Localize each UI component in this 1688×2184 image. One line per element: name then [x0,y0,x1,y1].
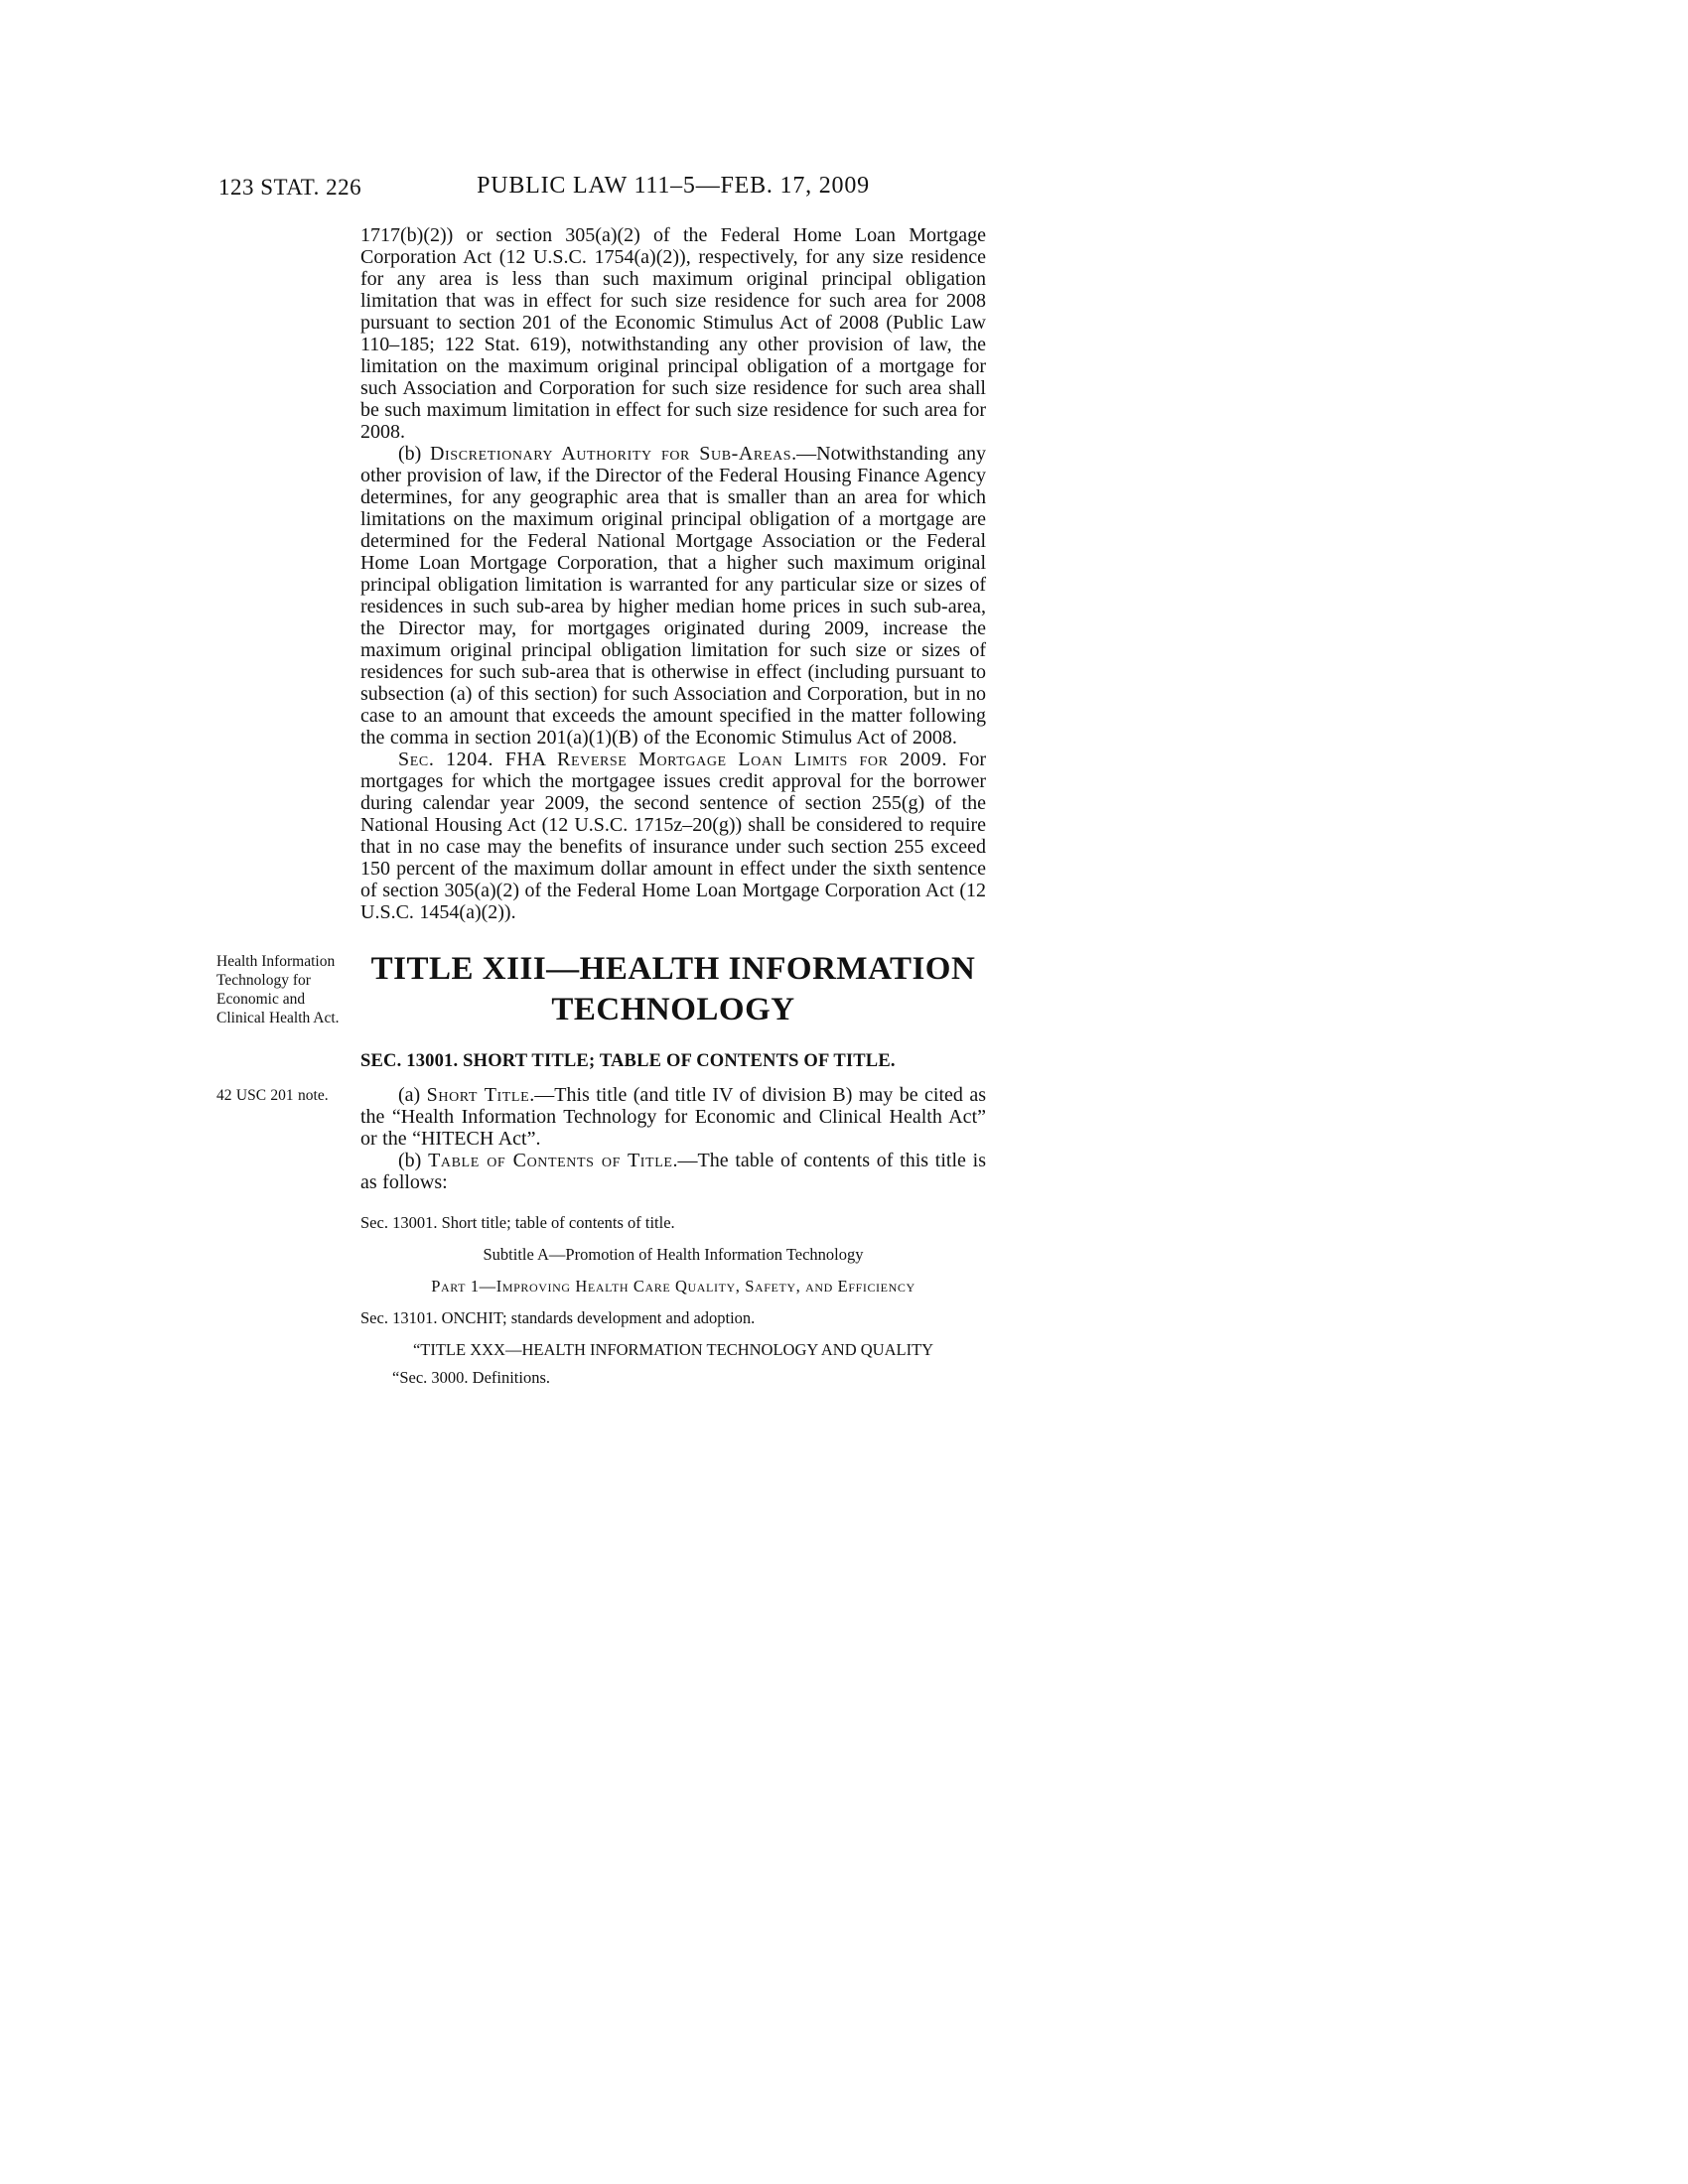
paragraph-subsection-b2 [360,1150,986,1193]
sec-1204-text: For mortgages for which the mortgagee issues credit approval for the borrower during calendar year 2009, the second sentence of section 255(g) of the National Housing Act (12 U.S.C. 1715z–20(g)) shall be considered to require that in no case may the benefits of insurance under such section 255 exceed 150 percent of the maximum dollar amount in effect under the sixth sentence of section 305(a)(2) of the Federal Home Loan Mortgage Corporation Act (12 U.S.C. 1454(a)(2)). [360,749,986,923]
margin-note-act-title: Health Information Technology for Economic and Clinical Health Act. [216,953,340,1026]
paragraph-subsection-a [216,1084,987,1150]
toc-part-1-heading: Part 1—Improving Health Care Quality, Safety, and Efficiency [431,1277,915,1296]
title-xiii-heading [216,949,986,1030]
public-law-header: PUBLIC LAW 111–5—FEB. 17, 2009 [477,173,870,199]
body-text-column [216,224,987,1396]
subsection-b2-heading: Table of Contents of Title [428,1150,673,1171]
subsection-b-label: (b) [398,443,430,465]
toc-subtitle-a-heading: Subtitle A—Promotion of Health Information Technology [483,1245,864,1264]
subsection-b-heading: Discretionary Authority for Sub-Areas [430,443,792,465]
toc-entry-sec-13101: Sec. 13101. ONCHIT; standards development and adoption. [360,1308,756,1327]
toc-title-xxx-heading: “TITLE XXX—HEALTH INFORMATION TECHNOLOGY AND QUALITY [412,1340,934,1359]
paragraph-sec-1204 [360,749,986,923]
title-heading-line-1: TITLE XIII—HEALTH INFORMATION [370,951,976,987]
sec-1204-heading: Sec. 1204. FHA Reverse Mortgage Loan Limits for 2009. [398,749,948,770]
subsection-a-label: (a) [398,1084,427,1106]
toc-entry-sec-13001: Sec. 13001. Short title; table of contents of title. [360,1213,675,1232]
subsection-b2-label: (b) [398,1150,429,1171]
subsection-a-heading: Short Title [426,1084,530,1106]
subsection-b2-text: .—The table of contents of this title is as follows: [360,1150,987,1193]
toc-entry-sec-3000: “Sec. 3000. Definitions. [392,1368,551,1387]
title-heading-line-2: TECHNOLOGY [551,992,795,1027]
margin-note-usc: 42 USC 201 note. [216,1087,329,1104]
subsection-b-text: .—Notwithstanding any other provision of law, if the Director of the Federal Housing Finance Agency determines, for any geographic area that is smaller than an area for which limitations on the maximum original principal obligation of a mortgage are determined for the Federal National Mortgage Association or the Federal Home Loan Mortgage Corporation, that a higher such maximum original principal obligation limitation is warranted for any particular size or sizes of residences in such sub-area by higher median home prices in such sub-area, the Director may, for mortgages originated during 2009, increase the maximum original principal obligation limitation for such size or sizes of residences for such sub-area that is otherwise in effect (including pursuant to subsection (a) of this section) for such Association and Corporation, but in no case to an amount that exceeds the amount specified in the matter following the comma in section 201(a)(1)(B) of the Economic Stimulus Act of 2008. [360,443,986,749]
page-stat-number: 123 STAT. 226 [218,175,362,200]
sec-13001-heading: SEC. 13001. SHORT TITLE; TABLE OF CONTENTS OF TITLE. [360,1051,896,1071]
table-of-contents [360,1213,986,1387]
paragraph-continuation: 1717(b)(2)) or section 305(a)(2) of the Federal Home Loan Mortgage Corporation Act (12 U.S.C. 1754(a)(2)), respectively, for any size residence for any area is less than such maximum original principal obligation limitation that was in effect for such size residence for such area for 2008 pursuant to section 201 of the Economic Stimulus Act of 2008 (Public Law 110–185; 122 Stat. 619), notwithstanding any other provision of law, the limitation on the maximum original principal obligation of a mortgage for such Association and Corporation for such size residence for such area shall be such maximum limitation in effect for such size residence for such area for 2008. [360,224,986,443]
subsection-a-text: .—This title (and title IV of division B) may be cited as the “Health Information Technology for Economic and Clinical Health Act” or the “HITECH Act”. [360,1084,987,1150]
paragraph-subsection-b [360,443,986,749]
